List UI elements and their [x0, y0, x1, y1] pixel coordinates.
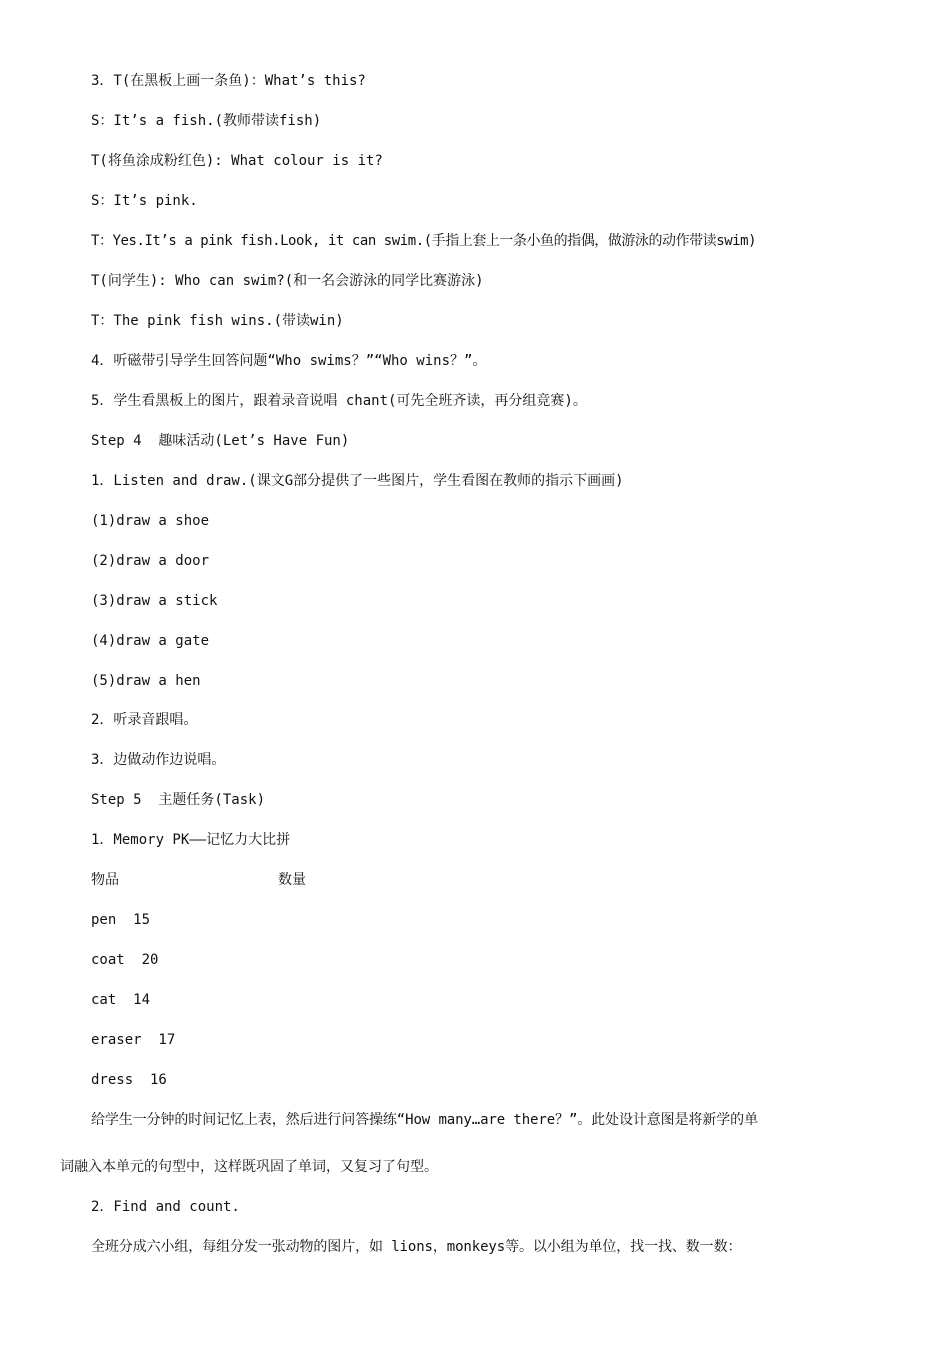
- section-heading: Step 5 主题任务(Task): [91, 792, 266, 808]
- paragraph-line: 词融入本单元的句型中，这样既巩固了单词，又复习了句型。: [60, 1159, 438, 1175]
- list-item: (5)draw a hen: [91, 673, 201, 689]
- table-row: dress 16: [91, 1072, 167, 1088]
- text-line: T：Yes.It’s a pink fish.Look, it can swim.(手指上套上一条小鱼的指偶，做游泳的动作带读swim): [91, 233, 757, 249]
- table-row: cat 14: [91, 992, 151, 1008]
- text-line: T(问学生): Who can swim?(和一名会游泳的同学比赛游泳): [91, 273, 484, 289]
- text-line: 5．学生看黑板上的图片，跟着录音说唱 chant(可先全班齐读，再分组竞赛)。: [91, 393, 587, 409]
- text-line: T：The pink fish wins.(带读win): [91, 313, 344, 329]
- table-header-quantity: 数量: [278, 872, 306, 888]
- table-row: pen 15: [91, 912, 151, 928]
- paragraph-line: 给学生一分钟的时间记忆上表，然后进行问答操练“How many…are there？”。此处设计意图是将新学的单: [91, 1112, 758, 1128]
- list-item: (3)draw a stick: [91, 593, 218, 609]
- text-line: S：It’s pink.: [91, 193, 198, 209]
- table-header-item: 物品: [91, 872, 119, 888]
- text-line: T(将鱼涂成粉红色): What colour is it?: [91, 153, 383, 169]
- text-line: 3．T(在黑板上画一条鱼)：What’s this?: [91, 73, 366, 89]
- text-line: S：It’s a fish.(教师带读fish): [91, 113, 322, 129]
- list-item: (1)draw a shoe: [91, 513, 210, 529]
- text-line: 2．Find and count.: [91, 1199, 240, 1215]
- table-row: coat 20: [91, 952, 159, 968]
- text-line: 3．边做动作边说唱。: [91, 752, 226, 768]
- text-line: 2．听录音跟唱。: [91, 712, 198, 728]
- paragraph-line: 全班分成六小组，每组分发一张动物的图片，如 lions，monkeys等。以小组为单位，找一找、数一数：: [91, 1239, 742, 1255]
- table-row: eraser 17: [91, 1032, 176, 1048]
- list-item: (2)draw a door: [91, 553, 210, 569]
- text-line: 1．Memory PK——记忆力大比拼: [91, 832, 291, 848]
- section-heading: Step 4 趣味活动(Let’s Have Fun): [91, 433, 350, 449]
- text-line: 4．听磁带引导学生回答问题“Who swims？”“Who wins？”。: [91, 353, 487, 369]
- list-item: (4)draw a gate: [91, 633, 210, 649]
- text-line: 1．Listen and draw.(课文G部分提供了一些图片，学生看图在教师的指示下画画): [91, 473, 624, 489]
